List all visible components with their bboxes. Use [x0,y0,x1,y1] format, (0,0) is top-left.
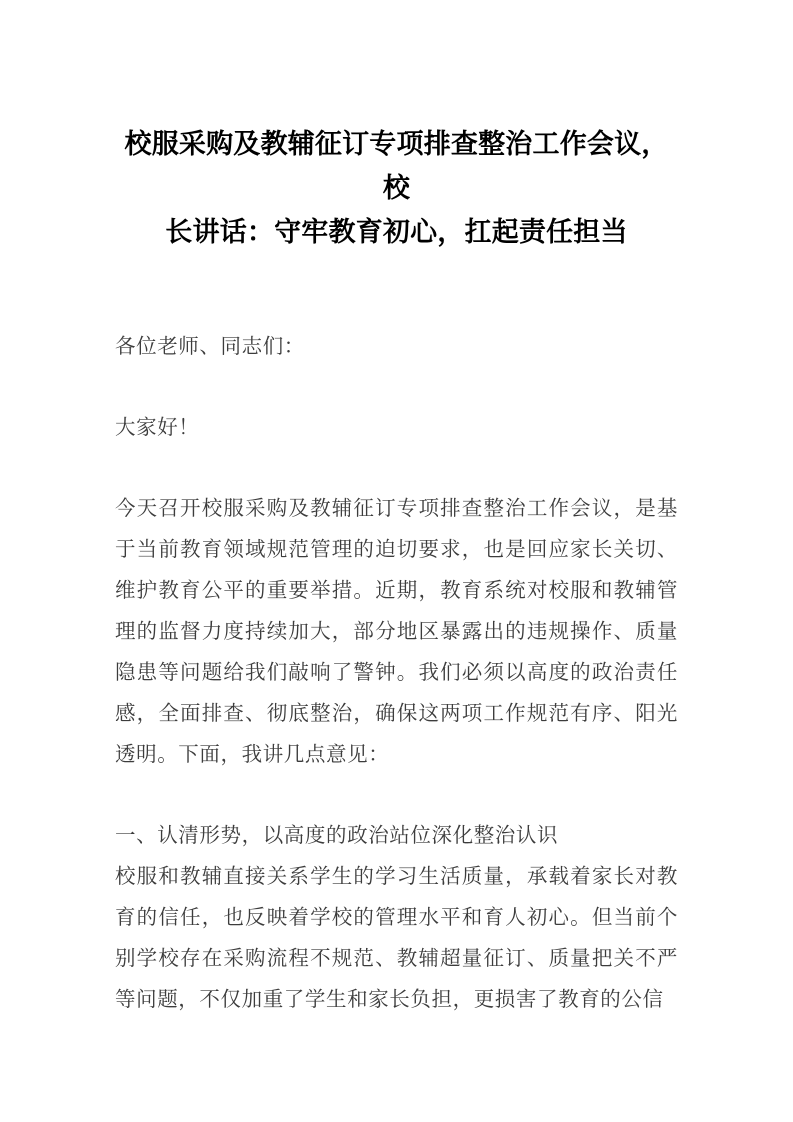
intro-paragraph: 今天召开校服采购及教辅征订专项排查整治工作会议，是基于当前教育领域规范管理的迫切要求，也是回应家长关切、维护教育公平的重要举措。近期，教育系统对校服和教辅管理的监督力度持续加大，部分地区暴露出的违规操作、质量隐患等问题给我们敲响了警钟。我们必须以高度的政治责任感，全面排查、彻底整治，确保这两项工作规范有序、阳光透明。下面，我讲几点意见： [115,498,678,766]
document-text-column [115,0,678,1021]
section-1-paragraph: 校服和教辅直接关系学生的学习生活质量，承载着家长对教育的信任，也反映着学校的管理水平和育人初心。但当前个别学校存在采购流程不规范、教辅超量征订、质量把关不严等问题，不仅加重了学生和家长负担，更损害了教育的公信 [115,866,678,1011]
page-title-line-1: 校服采购及教辅征订专项排查整治工作会议，校 [124,129,669,203]
section-heading-1: 一、认清形势，以高度的政治站位深化整治认识 [115,825,559,847]
page-title-line-2: 长讲话：守牢教育初心，扛起责任担当 [165,217,628,247]
greeting-paragraph: 大家好！ [115,417,200,439]
salutation-paragraph: 各位老师、同志们： [115,336,305,358]
page-title [115,0,678,254]
